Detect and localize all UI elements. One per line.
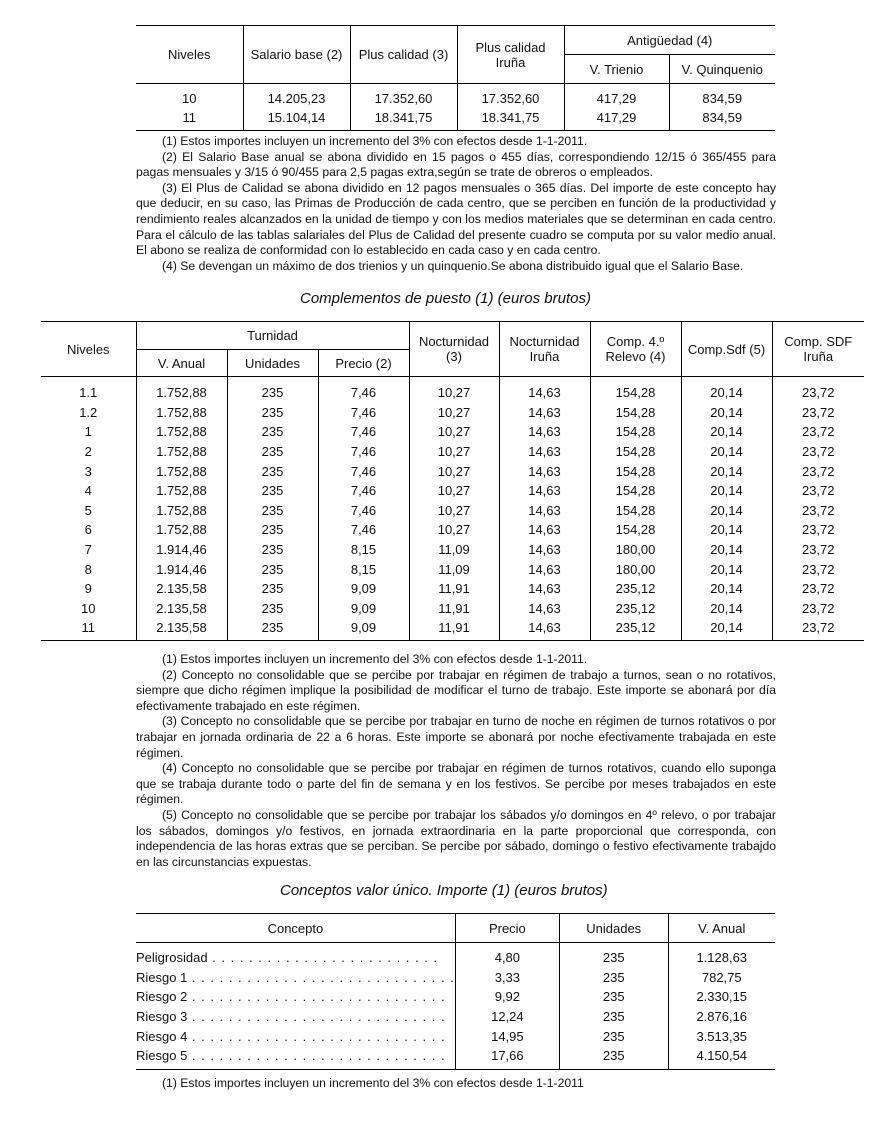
table-cell: 8 <box>84 561 92 577</box>
header-precio: Precio <box>455 914 559 943</box>
salary-table-notes <box>136 134 776 274</box>
leader-dots: . . . . . . . . . . . . . . . . . . . . . . . . . . . . <box>187 1028 446 1044</box>
table-cell: 2.876,16 <box>668 1007 775 1027</box>
leader-dots: . . . . . . . . . . . . . . . . . . . . . . . . . . . . <box>187 1009 446 1025</box>
table-cell: 8,15 <box>318 559 409 579</box>
table-row <box>41 442 864 462</box>
table-cell: 20,14 <box>681 377 772 403</box>
table-cell: 20,14 <box>681 422 772 442</box>
header-comp-sdf: Comp.Sdf (5) <box>681 322 772 377</box>
table-cell: 7,46 <box>318 403 409 423</box>
header-unidades: Unidades <box>227 350 318 377</box>
table-row <box>41 618 864 640</box>
table-row <box>136 1026 775 1046</box>
table-cell: 23,72 <box>772 501 864 521</box>
table-cell: 14,63 <box>499 461 590 481</box>
table-row <box>136 1046 775 1069</box>
note: (5) Concepto no consolidable que se percibe por trabajar los sábados y/o domingos en 4º relevo, o por trabajar los sábados, domingos y/o festivos, en jornada extraordinaria en la parte proporcional que corresponda, con independencia de las horas extras que se perciban. Se percibe por sábado, domingo o festivo efectivamente trabajdo en las circunstancias expuestas. <box>136 807 776 869</box>
table-cell: 15.104,14 <box>243 108 350 131</box>
table-cell: 14,63 <box>499 403 590 423</box>
table-cell: 154,28 <box>590 520 681 540</box>
table-cell: 18.341,75 <box>350 108 457 131</box>
table-cell: 235 <box>227 618 318 640</box>
header-plus-calidad: Plus calidad (3) <box>350 26 457 84</box>
header-trienio: V. Trienio <box>564 55 669 84</box>
table-cell: 10,27 <box>409 501 499 521</box>
table-cell: 11,91 <box>409 579 499 599</box>
table-cell: 235 <box>227 540 318 560</box>
table-cell: 14,63 <box>499 540 590 560</box>
table-cell: 23,72 <box>772 540 864 560</box>
table-cell: 235 <box>559 1046 668 1069</box>
table-cell: 14,63 <box>499 481 590 501</box>
table-cell: 4 <box>84 483 92 499</box>
note: (1) Estos importes incluyen un incremento del 3% con efectos desde 1-1-2011 <box>162 1076 584 1090</box>
note: (1) Estos importes incluyen un incremento del 3% con efectos desde 1-1-2011. <box>162 652 588 666</box>
table-row <box>41 377 864 403</box>
table-cell: 10,27 <box>409 442 499 462</box>
table-cell: 235 <box>559 1026 668 1046</box>
leader-dots: . . . . . . . . . . . . . . . . . . . . . . . . . <box>207 950 439 966</box>
table-row <box>136 108 775 131</box>
table-cell: 1.752,88 <box>136 403 227 423</box>
table-cell: 235 <box>227 422 318 442</box>
table-cell: 235 <box>227 377 318 403</box>
table-cell: 10 <box>81 600 96 616</box>
table-cell: 7,46 <box>318 501 409 521</box>
leader-dots: . . . . . . . . . . . . . . . . . . . . . . . . . . . . <box>187 1048 446 1064</box>
concept-cell <box>136 1046 455 1069</box>
table-cell: 20,14 <box>681 481 772 501</box>
table-cell: 14,95 <box>455 1026 559 1046</box>
table-row <box>136 84 775 109</box>
table-cell: 9,09 <box>318 618 409 640</box>
table-cell: 2.135,58 <box>136 579 227 599</box>
complementos-table <box>41 321 864 641</box>
table-cell: 154,28 <box>590 403 681 423</box>
table-cell: 23,72 <box>772 559 864 579</box>
table-cell: 7,46 <box>318 520 409 540</box>
table-cell: 14.205,23 <box>243 84 350 109</box>
concept-cell <box>136 1026 455 1046</box>
table-cell: 9,92 <box>455 987 559 1007</box>
table-row <box>41 481 864 501</box>
table-cell: 6 <box>84 522 92 538</box>
table-cell: 235,12 <box>590 618 681 640</box>
table-cell: 18.341,75 <box>457 108 564 131</box>
concept-name: Riesgo 1 <box>136 969 188 985</box>
table-cell: 1.914,46 <box>136 540 227 560</box>
table-cell: 10,27 <box>409 403 499 423</box>
table-cell: 1.752,88 <box>136 501 227 521</box>
table-cell: 14,63 <box>499 559 590 579</box>
table-cell: 23,72 <box>772 422 864 442</box>
table-cell: 7,46 <box>318 442 409 462</box>
table-cell: 14,63 <box>499 501 590 521</box>
header-concepto: Concepto <box>136 914 455 943</box>
table-cell: 7 <box>84 542 92 558</box>
table-cell: 3 <box>84 463 92 479</box>
table-cell: 7,46 <box>318 422 409 442</box>
table-cell: 235 <box>227 501 318 521</box>
table-cell: 20,14 <box>681 579 772 599</box>
table-cell: 20,14 <box>681 442 772 462</box>
table-cell: 9,09 <box>318 579 409 599</box>
table-cell: 10,27 <box>409 422 499 442</box>
concept-name: Riesgo 3 <box>136 1009 188 1025</box>
table-row <box>41 403 864 423</box>
table-cell: 154,28 <box>590 442 681 462</box>
header-niveles: Niveles <box>136 26 243 84</box>
table-cell: 180,00 <box>590 559 681 579</box>
header-nocturnidad-iruna: Nocturnidad Iruña <box>499 322 590 377</box>
table-row <box>41 461 864 481</box>
table-cell: 17,66 <box>455 1046 559 1069</box>
note: (4) Concepto no consolidable que se percibe por trabajar en régimen de turnos rotativos, cuando ello suponga que se trabaja durante todo o parte del fin de semana y en los festivos. Se percibe por meses trabajados en este régimen. <box>136 761 776 807</box>
header-unidades: Unidades <box>559 914 668 943</box>
table-row <box>41 559 864 579</box>
note: (1) Estos importes incluyen un incremento del 3% con efectos desde 1-1-2011. <box>162 134 588 148</box>
table-row <box>41 422 864 442</box>
concept-name: Riesgo 2 <box>136 989 188 1005</box>
table-row <box>136 1007 775 1027</box>
table-cell: 1.128,63 <box>668 943 775 968</box>
table-cell: 154,28 <box>590 461 681 481</box>
salary-table <box>136 25 775 131</box>
table-cell: 1.2 <box>79 404 98 420</box>
header-v-anual: V. Anual <box>668 914 775 943</box>
table-cell: 2.135,58 <box>136 618 227 640</box>
table-row <box>136 943 775 968</box>
table-cell: 1.752,88 <box>136 481 227 501</box>
table-cell: 23,72 <box>772 403 864 423</box>
table-cell: 20,14 <box>681 520 772 540</box>
table-cell: 14,63 <box>499 442 590 462</box>
table-cell: 10,27 <box>409 461 499 481</box>
table-cell: 10,27 <box>409 481 499 501</box>
table-cell: 4,80 <box>455 943 559 968</box>
header-salario-base: Salario base (2) <box>243 26 350 84</box>
table-cell: 1.752,88 <box>136 442 227 462</box>
header-turnidad: Turnidad <box>136 322 409 350</box>
table-cell: 235 <box>227 442 318 462</box>
note: (3) Concepto no consolidable que se percibe por trabajar en turno de noche en régimen de turnos rotativos o por trabajar en jornada ordinaria de 22 a 6 horas. Este importe se abonará por noche efectivamente trabajada en este régimen. <box>136 714 776 760</box>
concept-name: Peligrosidad <box>136 950 208 966</box>
table-cell: 235 <box>559 943 668 968</box>
table-cell: 7,46 <box>318 461 409 481</box>
table-cell: 4.150,54 <box>668 1046 775 1069</box>
table-cell: 235 <box>227 599 318 619</box>
table-cell: 23,72 <box>772 599 864 619</box>
header-nocturnidad: Nocturnidad (3) <box>409 322 499 377</box>
table-cell: 2 <box>84 444 92 460</box>
concept-cell <box>136 968 455 988</box>
table-cell: 235,12 <box>590 599 681 619</box>
table-cell: 235 <box>559 1007 668 1027</box>
table-cell: 23,72 <box>772 377 864 403</box>
table-cell: 235 <box>227 520 318 540</box>
table-cell: 20,14 <box>681 599 772 619</box>
table-row <box>41 579 864 599</box>
header-quinquenio: V. Quinquenio <box>669 55 775 84</box>
conceptos-table-notes <box>136 1076 776 1092</box>
table-cell: 5 <box>84 502 92 518</box>
table-cell: 417,29 <box>564 84 669 109</box>
table-cell: 834,59 <box>669 108 775 131</box>
header-comp-relevo: Comp. 4.º Relevo (4) <box>590 322 681 377</box>
concept-cell <box>136 943 455 968</box>
table-cell: 3.513,35 <box>668 1026 775 1046</box>
table-cell: 1.752,88 <box>136 422 227 442</box>
table-cell: 9,09 <box>318 599 409 619</box>
table-cell: 235,12 <box>590 579 681 599</box>
table-cell: 11,91 <box>409 618 499 640</box>
table-cell: 1.914,46 <box>136 559 227 579</box>
concept-cell <box>136 987 455 1007</box>
table-cell: 235 <box>227 559 318 579</box>
table-cell: 14,63 <box>499 618 590 640</box>
table-cell: 14,63 <box>499 599 590 619</box>
table-row <box>41 501 864 521</box>
table-cell: 235 <box>227 481 318 501</box>
table-cell: 7,46 <box>318 377 409 403</box>
table-cell: 23,72 <box>772 618 864 640</box>
header-comp-sdf-iruna: Comp. SDF Iruña <box>772 322 864 377</box>
table-cell: 14,63 <box>499 422 590 442</box>
conceptos-table <box>136 913 775 1070</box>
table-row <box>41 540 864 560</box>
table-cell: 11 <box>136 108 243 131</box>
complementos-table-notes <box>136 652 776 870</box>
note: (3) El Plus de Calidad se abona dividido en 12 pagos mensuales o 365 días. Del importe de este concepto hay que deducir, en su caso, las Primas de Producción de cada centro, que se perciben en función de la productividad y rendimiento reales alcanzados en la unidad de tiempo y con los medios materiales que se determinan en cada centro. Para el cálculo de las tablas salariales del Plus de Calidad del presente cuadro se computa por su valor medio anual. El abono se realiza de conformidad con lo establecido en cada caso y en cada centro. <box>136 180 776 258</box>
table-cell: 17.352,60 <box>457 84 564 109</box>
table-cell: 20,14 <box>681 540 772 560</box>
table-cell: 20,14 <box>681 501 772 521</box>
table-cell: 23,72 <box>772 442 864 462</box>
table-cell: 11 <box>41 618 136 640</box>
table-cell: 235 <box>227 403 318 423</box>
leader-dots: . . . . . . . . . . . . . . . . . . . . . . . . . . . . <box>187 989 446 1005</box>
table-cell: 154,28 <box>590 481 681 501</box>
section-title-conceptos: Conceptos valor único. Importe (1) (euros brutos) <box>280 882 608 899</box>
table-cell: 8,15 <box>318 540 409 560</box>
table-row <box>136 968 775 988</box>
table-cell: 10 <box>182 91 197 106</box>
table-cell: 782,75 <box>668 968 775 988</box>
header-plus-calidad-iruna: Plus calidad Iruña <box>457 26 564 84</box>
table-cell: 23,72 <box>772 579 864 599</box>
table-cell: 12,24 <box>455 1007 559 1027</box>
table-cell: 20,14 <box>681 461 772 481</box>
table-cell: 23,72 <box>772 481 864 501</box>
table-cell: 17.352,60 <box>350 84 457 109</box>
header-v-anual: V. Anual <box>136 350 227 377</box>
table-cell: 1.752,88 <box>136 520 227 540</box>
table-cell: 3,33 <box>455 968 559 988</box>
table-cell: 154,28 <box>590 422 681 442</box>
table-cell: 11,09 <box>409 559 499 579</box>
table-cell: 10,27 <box>409 520 499 540</box>
table-cell: 1.752,88 <box>136 377 227 403</box>
table-cell: 235 <box>559 968 668 988</box>
table-cell: 14,63 <box>499 377 590 403</box>
table-cell: 23,72 <box>772 461 864 481</box>
note: (4) Se devengan un máximo de dos trienios y un quinquenio.Se abona distribuido igual que el Salario Base. <box>162 258 744 273</box>
header-precio: Precio (2) <box>318 350 409 377</box>
table-cell: 417,29 <box>564 108 669 131</box>
table-cell: 235 <box>227 579 318 599</box>
table-row <box>41 599 864 619</box>
header-niveles: Niveles <box>41 322 136 377</box>
table-row <box>136 987 775 1007</box>
table-cell: 834,59 <box>669 84 775 109</box>
table-cell: 11,91 <box>409 599 499 619</box>
concept-cell <box>136 1007 455 1027</box>
table-cell: 7,46 <box>318 481 409 501</box>
table-cell: 235 <box>227 461 318 481</box>
note: (2) Concepto no consolidable que se percibe por trabajar en régimen de trabajo a turnos, sean o no rotativos, siempre que dicho régimen implique la posibilidad de modificar el turno de trabajo. Este importe se abonará por día efectivamente trabajado en este régimen. <box>136 667 776 713</box>
concept-name: Riesgo 4 <box>136 1028 188 1044</box>
table-cell: 14,63 <box>499 520 590 540</box>
table-cell: 23,72 <box>772 520 864 540</box>
table-cell: 235 <box>559 987 668 1007</box>
table-cell: 20,14 <box>681 559 772 579</box>
table-cell: 9 <box>84 581 92 597</box>
table-cell: 1.752,88 <box>136 461 227 481</box>
header-antiguedad: Antigüedad (4) <box>564 26 775 55</box>
table-cell: 2.330,15 <box>668 987 775 1007</box>
table-cell: 1 <box>84 424 92 440</box>
table-cell: 11,09 <box>409 540 499 560</box>
table-cell: 154,28 <box>590 501 681 521</box>
table-cell: 154,28 <box>590 377 681 403</box>
table-cell: 1.1 <box>79 385 98 401</box>
table-cell: 14,63 <box>499 579 590 599</box>
table-row <box>41 520 864 540</box>
table-cell: 20,14 <box>681 403 772 423</box>
table-cell: 10,27 <box>409 377 499 403</box>
section-title-complementos: Complementos de puesto (1) (euros brutos) <box>300 290 591 307</box>
note: (2) El Salario Base anual se abona dividido en 15 pagos o 455 días, correspondiendo 12/15 ó 365/455 para pagas mensuales y 3/15 ó 90/455 para 2,5 pagas extra,según se trate de obreros o empleados. <box>136 149 776 180</box>
table-cell: 20,14 <box>681 618 772 640</box>
table-cell: 2.135,58 <box>136 599 227 619</box>
table-cell: 180,00 <box>590 540 681 560</box>
concept-name: Riesgo 5 <box>136 1048 188 1064</box>
leader-dots: . . . . . . . . . . . . . . . . . . . . . . . . . . . . . <box>187 969 455 985</box>
